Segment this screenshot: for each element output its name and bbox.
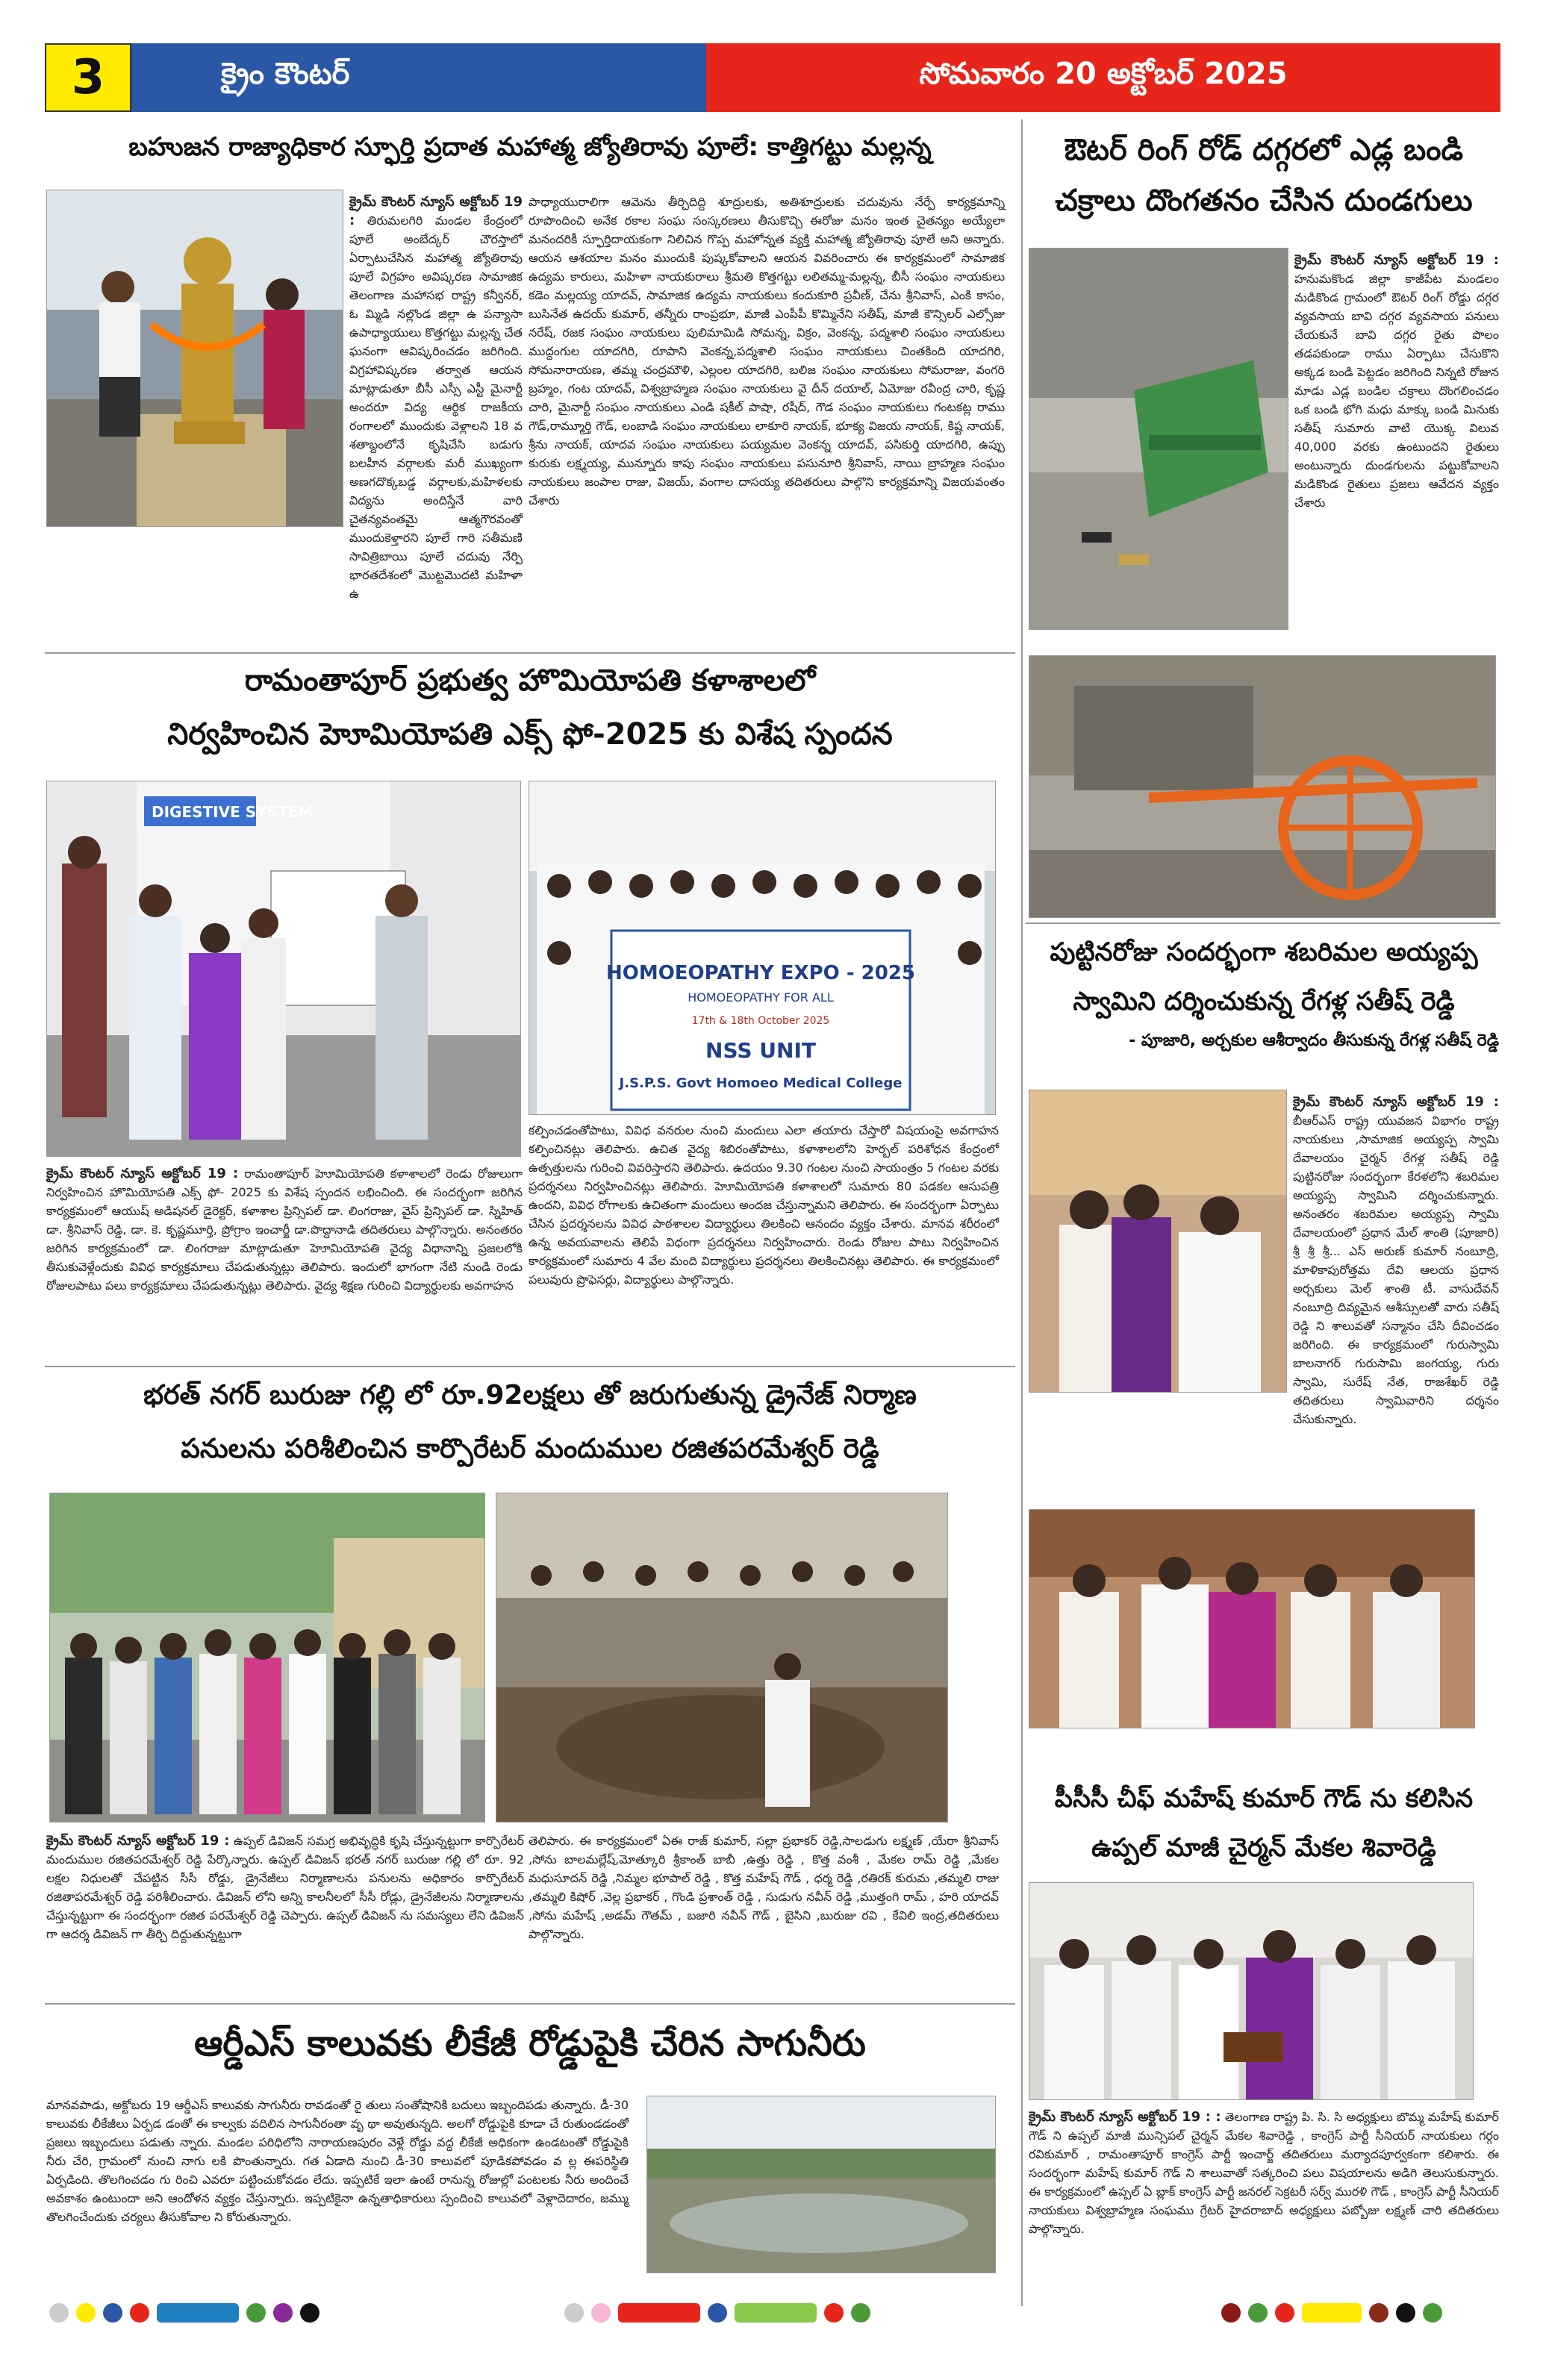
story1-text-1: తిరుమలగిరి మండల కేంద్రంలో పూలే అంబేద్కర్ చౌరస్తాలో ఏర్పాటుచేసిన మహాత్మ జ్యోతిరావు పూలే విగ్రహం అవిష్కరణ సామాజిక తెలంగాణ మహాసభ రాష్ట్ర కన్వీనర్, ఓ మ్మిడి నల్లొండ జిల్లా ఉ పన్యాసా ఉపాధ్యాయులు కొత్తగట్టు మల్లన్న చేత ఘనంగా ఆవిష్కరించడం జరిగింది. విగ్రహావిష్కరణ తర్వాత ఆయన మాట్లాడుతూ బీసీ ఎస్సీ ఎస్టీ మైనార్టీ అందరూ విద్య ఆర్థిక రాజకీయ రంగాలలో ముందుకు వెళ్లాలని 18 వ శతాబ్దంలోనే కృషిచేసి బడుగు బలహీన వర్గాలకు మరీ ముఖ్యంగా అణగదొక్కబడ్డ వర్గాలకు,మహిళలకు విద్యను అందిస్తేనే వారి చైతన్యవంతమై ఆత్మగౌరవంతో ముందుకెళ్తారని పూలే గారి సతీమణి సావిత్రిబాయి పూలే చదువు నేర్పి భారతదేశంలో మొట్టమొదటి మహిళా ఉ bbox=[349, 213, 523, 601]
footer-dots-center bbox=[564, 2303, 870, 2323]
footer-dots-right bbox=[1221, 2303, 1442, 2323]
canal-leak-image bbox=[647, 2096, 996, 2273]
story6-headline-line1: పుట్టినరోజు సందర్భంగా శబరిమల అయ్యప్ప bbox=[1050, 937, 1478, 967]
temple-felicitation-image bbox=[1029, 1510, 1475, 1728]
story3-headline-line1: భరత్ నగర్ బురుజు గల్లి లో రూ.92లక్షలు తో జరుగుతున్న డ్రైనేజ్ నిర్మాణ bbox=[143, 1380, 917, 1411]
story7-body-wrap bbox=[1029, 2108, 1499, 2238]
masthead bbox=[45, 43, 1500, 112]
story1-dateline: క్రైమ్ కౌంటర్ న్యూస్ అక్టోబర్ 19 : bbox=[349, 194, 523, 228]
story3-photo-left bbox=[49, 1493, 485, 1823]
story7-text: తెలంగాణ రాష్ట్ర పి. సి. సి అధ్యక్షులు బొమ్మ మహేష్ కుమార్ గౌడ్ ని ఉప్పల్ మాజీ మున్సిపల్ చైర్మన్ మేకల శివారెడ్డి , కాంగ్రెస్ పార్టీ సీనియర్ నాయకులు గర్గం రవికుమార్ , రామంతాపూర్ కాంగ్రెస్ పార్టీ ఇంచార్జ్ తదితరులు మర్యాదపూర్వకంగా కలిశారు. ఈ సందర్భంగా మహేష్ కుమార్ గౌడ్ ని శాలువాతో సత్కరించి పలు విషయాలను అడిగి తెలుసుకున్నారు. ఈ కార్యక్రమంలో ఉప్పల్ ఏ బ్లాక్ కాంగ్రెస్ పార్టీ జనరల్ సెక్రటరీ సర్వ్ మురళి గౌడ్ , కాంగ్రెస్ పార్టీ సీనియర్ నాయకులు విశ్వబ్రాహ్మణ సంఘము గ్రేటర్ హైదరాబాద్ అధ్యక్షులు పబ్బోజు లక్ష్మణ్ చారి తదితరులు పాల్గొన్నారు. bbox=[1029, 2110, 1499, 2236]
expo-banner-college: J.S.P.S. Govt Homoeo Medical College bbox=[619, 1075, 903, 1091]
story4-body: మానవపాడు, అక్టోబరు 19 ఆర్డీఎస్ కాలువకు సాగునీరు రావడంతో రై తులు సంతోషానికి బదులు ఇబ్బందిపడు తున్నారు. డీ-30 కాలువకు లీకేజీలు ఏర్పడ డంతో ఈ కాల్వకు వదిలిన సాగునీరంతా వృ థా అవుతున్నది. అలగో రోడ్డుపైకి కూడా చే రుతుండడంతో ప్రజలు ఇబ్బందులు పడుతు న్నారు. మండల పరిధిలోని నారాయణపురం వెళ్లే రోడ్డు వద్ద లీకేజీ అధికంగా ఉండటంతో రోడ్డుపైకి నీరు చేరి, గ్రామంలో నుంచి నాగు లకి పొంతున్నారు. గత ఏడాది నుంచి డీ-30 కాలువలో పూడికపోవడం వ ల్ల ఈపరిస్థితి ఏర్పడింది. తొలగించడం గు రించి ఎవరూ పట్టించుకోవడం లేదు. ఇప్పటికే ఇలా ఉంటే రానున్న రోజుల్లో పంటలకు నీరు అందించే అవకాశం ఉంటుందా అని ఆందోళన వ్యక్తం చేస్తున్నారు. ఇప్పటికైనా ఉన్నతాధికారులు స్పందించి కాలువలో వెళ్లాదెదారం, జమ్ము తొలగించేందుకు చర్యలు తీసుకోవాల ని కోరుతున్నారు. bbox=[46, 2098, 629, 2224]
story6-photo-2 bbox=[1029, 1509, 1475, 1728]
story6-dateline: క్రైమ్ కౌంటర్ న్యూస్ అక్టోబర్ 19 : bbox=[1293, 1094, 1499, 1110]
story1-column1 bbox=[349, 193, 523, 603]
story3-column1 bbox=[46, 1831, 524, 1943]
story1-column2: పాధ్యాయురాలిగా ఆమెను తీర్చిదిద్ది శూద్రులకు, అతిశూద్రులకు చదువును నేర్పే కార్యక్రమాన్ని రూపొందించి అనేక రకాల సంఘ సంస్కరణలు తీసుకొచ్చి ఈరోజు మనం ఇంత చైతన్యం అయ్యేలా మనందరికీ స్ఫూర్తిదాయకంగా నిలిచిన గొప్ప మహోన్నత వ్యక్తి మహాత్మ జ్యోతిరావు పూలే అని అన్నారు. ఆయన ఆశయాల మనం ముందుకి పుష్కకోవాలని ఆయన వివరించారు ఈ కార్యక్రమంలో సామాజిక ఉద్యమ కారులు, మహిళా నాయకురాలు శ్రీమతి కొత్తగట్టు లలితమ్మ-మల్లన్న, బీసీ సంఘం నాయకులు కడెం మల్లయ్య యాదవ్, సామాజిక ఉద్యమ నాయకులు కందుకూరి ప్రవీణ్, చేను శ్రీనివాస్, ఎంకి కాసం, బుసినేత ఉదయ్ కుమార్, తన్నీరు రాంప్రభూ, మాజీ ఎంపీపీ కొమ్మినేని సతీష్, మాజీ కౌన్సిలర్ ఎల్సోజు నరేష్, రజక సంఘం నాయకులు పులిమామిడి సోమన్న, విక్రం, వెంకన్న, పద్మశాలి సంఘం నాయకులు ముద్దంగుల యాదగిరి, రూపాని వెంకన్న,పద్మశాలి సంఘం నాయకులు చింతకింది యాదగిరి, సోమనారాయణ, తమ్మ చంద్రమౌళి, ఎల్లంల యాదగిరి, బలిజ సంఘం నాయకులు సోమరాజు, వంగరి బ్రహ్మం, గంట యాదవ్, విశ్వబ్రాహ్మణ సంఘం నాయకులు వై దీన్ దయాల్, ఏమోజు రవీంద్ర చారి, కృష్ణ చారి, మైనార్టీ సంఘం నాయకులు ఎండి షకీల్ పాషా, రషీద్, గౌడ సంఘం నాయకులు గంటకట్ల రాము గౌడ్,రామ్మూర్తి గౌడ్, లంబాడి సంఘం నాయకులు లాకూరి నాయక్, భూక్య విజయ నాయక్, కిష్ట నాయక్, శ్రీను నాయక్, యాదవ సంఘం నాయకులు పయ్యమల వెంకన్న యాదవ్, పసికుర్తి యాదగిరి, ఉప్పు కురుకు లక్ష్మయ్య, మున్నూరు కాపు సంఘం నాయకులు పసునూరి శ్రీనివాస్, నాయి బ్రాహ్మణ సంఘం నాయకులు జంపాల రాజు, విజయ్, వంగాల దాసయ్య తదితరులు పాల్గొని కార్యక్రమాన్ని విజయవంతం చేశారు bbox=[529, 195, 1005, 507]
story6-subhead: - పూజారి, అర్చకుల ఆశీర్వాదం తీసుకున్న రేగళ్ల సతీష్ రెడ్డి bbox=[1129, 1031, 1499, 1050]
story7-headline-line2: ఉప్పల్ మాజీ చైర్మన్ మేకల శివారెడ్డి bbox=[1091, 1833, 1436, 1863]
story6-photo bbox=[1029, 1090, 1287, 1393]
story6-text: బీఆర్ఎస్ రాష్ట్ర యువజన విభాగం రాష్ట్ర నాయకులు ,సామాజిక అయ్యప్ప స్వామి దేవాలయం చైర్మన్ రేగళ్ల సతీష్ రెడ్డి పుట్టినరోజు సందర్భంగా కేరళలోని శబరిమల అయ్యప్ప స్వామిని దర్శించుకున్నారు. అనంతరం శబరిమల అయ్యప్ప స్వామి దేవాలయంలో ప్రధాన మేల్ శాంతి (పూజారి) శ్రీ శ్రీ శ్రీ... ఎస్ అరుణ్ కుమార్ నంబూద్రి, మాళికాపురోత్తమ దేవి ఆలయ ప్రధాన అర్చకులు మెల్ శాంతి టీ. వాసుదేవన్ నంబూద్రి దివ్యమైన ఆశీస్సులతో వారు సతీష్ రెడ్డి ని శాలువతో సన్మానం చేసి దీవించడం జరిగింది. ఈ కార్యక్రమంలో గురుస్వామి బాలనాగర్ గురుసామి జంగయ్య, గురు స్వామి, సురేష్ నేత, రాజశేఖర్ రెడ్డి తదితరులు స్వామివారిని దర్శనం చేసుకున్నారు. bbox=[1293, 1114, 1499, 1426]
expo-banner-unit: NSS UNIT bbox=[705, 1038, 816, 1063]
story3-photo-right bbox=[496, 1493, 948, 1823]
story5-photo-2 bbox=[1029, 655, 1496, 918]
poster-title: DIGESTIVE SYSTEM bbox=[152, 803, 314, 821]
statue-ceremony-image bbox=[47, 190, 343, 527]
story5-headline-line1: ఔటర్ రింగ్ రోడ్ దగ్గరలో ఎడ్ల బండి bbox=[1064, 133, 1464, 167]
expo-banner-dates: 17th & 18th October 2025 bbox=[691, 1015, 830, 1027]
drainage-work-image bbox=[496, 1493, 948, 1823]
story3-column2: తెలిపారు. ఈ కార్యక్రమంలో ఏఈ రాజ్ కుమార్, సల్లా ప్రభాకర్ రెడ్డి,సాలడుగు లక్ష్మణ్ ,యేరా శ్రీనివాస్ ,సోను బాలమల్లేష్,మోత్కూరి శ్రీకాంత్ బాబీ ,ఉత్తు రెడ్డి , కొత్త వంశీ , మేకల రామ్ రెడ్డి ,మేకల మధుసూదన్ రెడ్డి ,నిమ్మల భూపాల్ రెడ్డి , కొత్త మహేష్ గౌడ్ , ధర్మ రెడ్డి ,రతిరక్ కురుమ ,తమ్మలి రాజు ,తమ్మలి కిషోర్ ,వెల్ల ప్రభాకర్ , గొండి ప్రశాంత్ రెడ్డి , సుడుగు నవీన్ రెడ్డి ,ముత్తంగి రామ్ , హరి యాదవ్ ,సోను మహేష్ ,అడమ్ గౌతమ్ , బజారి నవీన్ గౌడ్ , బైసిని ,బురుజు రవి , కేవిలి ఇంద్ర,తదితరులు పాల్గొన్నారు. bbox=[529, 1834, 999, 1941]
story2-photo-right bbox=[529, 781, 996, 1115]
divider bbox=[1026, 922, 1500, 924]
bullock-cart-image bbox=[1029, 656, 1496, 918]
story6-body-wrap bbox=[1293, 1093, 1499, 1428]
story1-headline: బహుజన రాజ్యాధికార స్ఫూర్తి ప్రదాత మహాత్మ జ్యోతిరావు పూలే: కాత్తిగట్టు మల్లన్న bbox=[128, 132, 932, 162]
story3-text-1: ఉప్పల్ డివిజన్ సమగ్ర అభివృద్ధికి కృషి చేస్తున్నట్టుగా కార్పొరేటర్ మందుముల రజితపరమేశ్వర్ రెడ్డి పేర్కొన్నారు. ఉప్పల్ డివిజన్ భరత్ నగర్ బురుజు గల్లి లో రూ. 92 లక్షల నిధులతో చేపట్టిన సీసీ రోడ్డు, డ్రైనేజీలు నిర్మాణాలను పనులను అధికారం కార్పొరేటర్ రజితాపరమేశ్వర్ రెడ్డి పరిశీలించారు. డివిజన్ లోని అన్ని కాలనీలలో సీసీ రోడ్లు, డ్రైనేజీలను నిర్మాణాలను చేస్తున్నట్టుగా ఈ సందర్భంగా రజిత పరమేశ్వర్ రెడ్డి చెప్పారు. ఉప్పల్ డివిజన్ ను సమస్యలు లేని డివిజన్ గా ఆదర్శ డివిజన్ గా తీర్చి దిద్దుతున్నట్టుగా bbox=[46, 1834, 524, 1941]
story3-dateline: క్రైమ్ కౌంటర్ న్యూస్ అక్టోబర్ 19 : bbox=[46, 1833, 230, 1849]
divider bbox=[45, 652, 1015, 654]
sabarimala-visit-image bbox=[1029, 1090, 1287, 1393]
story5-dateline: క్రైమ్ కౌంటర్ న్యూస్ అక్టోబర్ 19 : bbox=[1294, 252, 1499, 268]
column-divider bbox=[1021, 119, 1023, 2306]
story5-photo-1 bbox=[1029, 248, 1288, 630]
story2-headline-line1: రామంతాపూర్ ప్రభుత్వ హొమియోపతి కళాశాలలో bbox=[244, 663, 816, 698]
story2-column1 bbox=[46, 1164, 523, 1295]
story2-text-1: రామంతాపూర్ హెూమియోపతి కళాశాలలో రెండు రోజులుగా నిర్వహించిన హొమియోపతి ఎక్స్ ఫో- 2025 కు విశేష స్పందన లభించింది. ఈ సందర్భంగా జరిగిన కార్యక్రమంలో ఆయుష్ అడిషనల్ డైరెక్టర్, కళాశాల ప్రిన్సిపల్ డా. లింగరాజు, వైస్ ప్రిన్సిపల్ డా. స్నిహిత్ డా. శ్రీనివాస్ రెడ్డి, డా. కె. కృష్ణమూర్తి, ప్రోగ్రాం ఇంచార్జీ డా.పొద్దానాడి తదితరులు పాల్గొన్నారు. అనంతరం జరిగిన కార్యక్రమంలో డా. లింగరాజు మాట్లాడుతూ హెూమియోపతి వైద్య విధానాన్ని ప్రజలలోకి తీసుకువెళ్లేందుకు వివిధ కార్యక్రమాలు చేపడుతున్నట్లు తెలిపారు. ఇందులో భాగంగా నేటి నుండి రెండు రోజులపాటు పలు కార్యక్రమాలు చేపడుతున్నట్లు తెలిపారు. వైద్య శిక్షణ గురించి విద్యార్థులకు అవగాహన bbox=[46, 1166, 523, 1293]
empty-cart-shed-image bbox=[1029, 249, 1288, 630]
story3-headline-line2: పనులను పరిశీలించిన కార్పొరేటర్ మందుముల రజితపరమేశ్వర్ రెడ్డి bbox=[181, 1434, 879, 1464]
expo-visitors-image bbox=[47, 781, 521, 1157]
pcc-chief-meeting-image bbox=[1029, 1883, 1474, 2100]
story7-photo bbox=[1029, 1882, 1474, 2100]
story5-headline-line2: చక్రాలు దొంగతనం చేసిన దుండగులు bbox=[1055, 184, 1473, 218]
nss-group-image bbox=[529, 781, 996, 1115]
brand-name: క్రైం కౌంటర్ bbox=[131, 43, 706, 112]
story2-headline-line2: నిర్వహించిన హెూమియోపతి ఎక్స్ ఫో-2025 కు విశేష స్పందన bbox=[167, 717, 893, 752]
issue-date: సోమవారం 20 అక్టోబర్ 2025 bbox=[706, 43, 1500, 112]
divider bbox=[45, 1366, 1015, 1367]
story2-column2: కల్పించడంతోపాటు, వివిధ వనరుల నుంచి మందులు ఎలా తయారు చేస్తారో విషయంపై అవగాహన కల్పించినట్లు తెలిపారు. ఉచిత వైద్య శిబిరంతోపాటు, కళాశాలలోని హెర్బల్ పరిశోధన కేంద్రంలో ఉత్పత్తులను గురించి వివరిస్తారని తెలిపారు. ఉదయం 9.30 గంటల నుంచి సాయంత్రం 5 గంటల వరకు ప్రదర్శనలు నిర్వహించినట్లు తెలిపారు. హెూమియోపతి కళాశాలలో సుమారు 80 పడకల ఆసుపత్రి ఉందని, వివిధ రోగాలకు ఉచితంగా మందులు అందజ చేస్తున్నామని తెలిపారు. ఈ సందర్భంగా ఏర్పాటు చేసిన ప్రదర్శనలను వివిధ పాఠశాలల విద్యార్థులు తిలకించి ఆనందం వ్యక్తం చేశారు. మానవ శరీరంలో ఉన్న అవయవాలను తెలిపే విధంగా ప్రదర్శనలు నిర్వహించారు. రెండు రోజుల పాటు నిర్వహించిన కార్యక్రమంలో సుమారు 4 వేల మంది విద్యార్థులు ప్రదర్శనలు తిలకించినట్లు తెలిపారు. ఈ కార్యక్రమంలో పలువురు ప్రొఫెసర్లు, విద్యార్థులు పాల్గొన్నారు. bbox=[529, 1123, 999, 1287]
story5-body-wrap bbox=[1294, 251, 1499, 512]
story4-photo bbox=[646, 2096, 996, 2273]
story4-headline: ఆర్డీఎస్ కాలువకు లీకేజీ రోడ్డుపైకి చేరిన సాగునీరు bbox=[194, 2023, 866, 2064]
story7-headline-line1: పీసీసీ చీఫ్ మహేష్ కుమార్ గౌడ్ ను కలిసిన bbox=[1054, 1784, 1474, 1814]
page-number: 3 bbox=[45, 43, 131, 112]
story2-dateline: క్రైమ్ కౌంటర్ న్యూస్ అక్టోబర్ 19 : bbox=[46, 1166, 239, 1181]
story6-headline-line2: స్వామిని దర్శించుకున్న రేగళ్ల సతీష్ రెడ్డి bbox=[1073, 987, 1455, 1016]
story1-photo bbox=[46, 190, 343, 527]
divider bbox=[45, 2003, 1015, 2005]
expo-banner-title: HOMOEOPATHY EXPO - 2025 bbox=[605, 962, 916, 984]
story2-photo-left bbox=[46, 781, 521, 1157]
footer-dots-left bbox=[49, 2303, 319, 2323]
expo-banner-subtitle: HOMOEOPATHY FOR ALL bbox=[688, 990, 834, 1005]
story5-text: హనుమకొండ జిల్లా కాజీపేట మండలం మడికొండ గ్రామంలో ఔటర్ రింగ్ రోడ్డు దగ్గర వ్యవసాయ బావి దగ్గర వ్యవసాయ పనులు చేయకునే బావి దగ్గర రైతు పొలం తడపకుండా రాము ఏర్పాటు చేసుకొని అక్కడ బండి పెట్టడం జరిగింది నిన్నటి రోజున మాడు ఎడ్ల బండిల చక్రాలు దొంగలించడం ఒక బండి భోగి మధు మాక్కు బండి మినుకు సతీష్ సుమారు వాటి యొక్క విలువ 40,000 వరకు ఉంటుందని రైతులు అంటున్నారు దుండగులను పట్టుకోవాలని మడికొండ రైతులు ప్రజలు ఆవేదన వ్యక్తం చేశారు bbox=[1294, 272, 1499, 510]
corporator-visit-image bbox=[50, 1493, 485, 1823]
story7-dateline: క్రైమ్ కౌంటర్ న్యూస్ అక్టోబర్ 19 : : bbox=[1029, 2109, 1221, 2125]
